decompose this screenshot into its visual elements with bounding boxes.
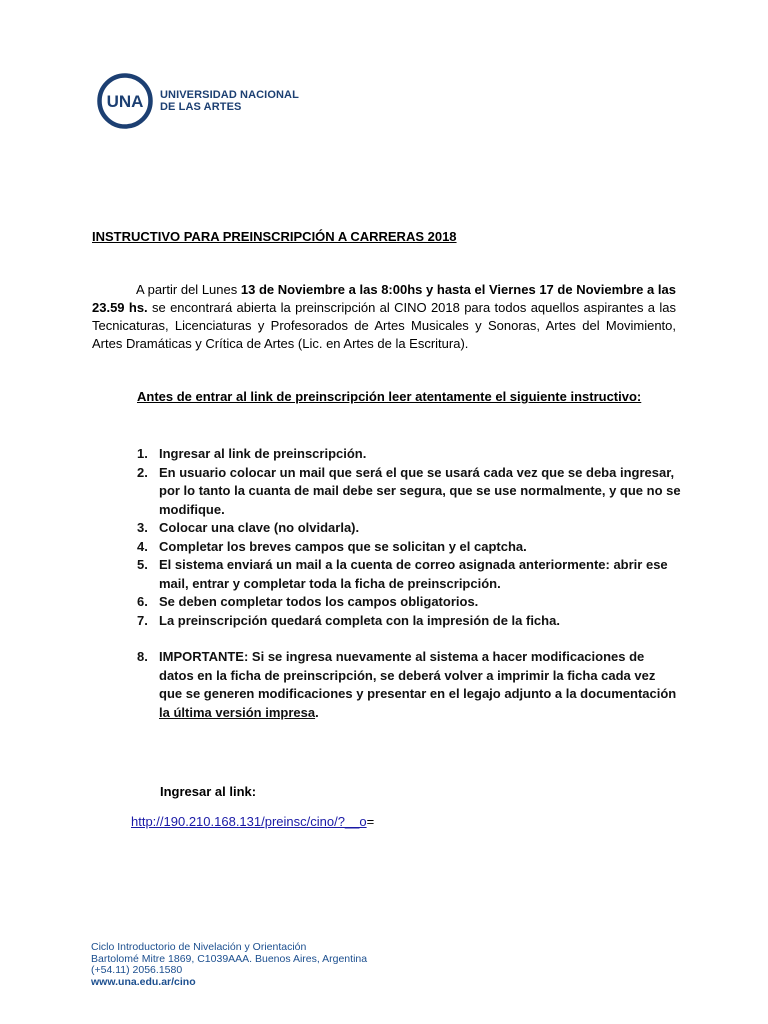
list-item [137,538,682,557]
important-end: . [315,704,319,720]
footer-line-1: Ciclo Introductorio de Nivelación y Orientación [91,941,307,953]
step-number: 7. [137,612,148,628]
link-row [131,814,374,829]
link-label: Ingresar al link: [160,784,257,799]
step-text: Colocar una clave (no olvidarla). [159,520,360,535]
intro-paragraph [92,281,676,353]
step-number: 4. [137,538,148,554]
step-text: En usuario colocar un mail que será el que se usará cada vez que se deba ingresar, por lo tanto la cuanta de mail debe ser segura, que se use normalmente, y que no se modifique. [159,464,681,517]
svg-text:UNA: UNA [106,92,144,111]
step-text: El sistema enviará un mail a la cuenta de correo asignada anteriormente: abrir ese mail, entrar y completar toda la ficha de preinscripción. [159,557,668,591]
step-number: 8. [137,649,148,664]
document-title: INSTRUCTIVO PARA PREINSCRIPCIÓN A CARRERAS 2018 [92,229,457,244]
preinscription-link[interactable]: http://190.210.168.131/preinsc/cino/?__o [131,814,367,829]
list-item [137,464,682,520]
list-item [137,648,682,722]
list-item [137,593,682,612]
step-text: Ingresar al link de preinscripción. [159,446,367,461]
important-text: Si se ingresa nuevamente al sistema a hacer modificaciones de datos en la ficha de preinscripción, se deberá volver a imprimir la ficha cada vez que se generen modificaciones y presentar en el legajo adjunto a la documentación [159,649,677,701]
step-number: 5. [137,557,148,572]
step-number: 6. [137,594,148,609]
intro-dates: 13 de Noviembre a las 8:00hs y hasta el Viernes 17 de Noviembre a las 23.59 hs. [92,282,676,315]
logo-line-2: DE LAS ARTES [160,101,242,113]
list-item [137,612,682,631]
instructions-list [137,445,682,722]
logo-line-1: UNIVERSIDAD NACIONAL [160,89,299,101]
footer-website: www.una.edu.ar/cino [91,975,196,988]
link-suffix: = [366,814,375,829]
instructions-heading: Antes de entrar al link de preinscripción leer atentamente el siguiente instructivo: [137,389,642,404]
list-item [137,519,682,538]
step-text: Completar los breves campos que se solicitan y el captcha. [159,538,527,554]
intro-text-2: se encontrará abierta la preinscripción al CINO 2018 para todos aquellos aspirantes a las Tecnicaturas, Licenciaturas y Profesorados de Artes Musicales y Sonoras, Artes del Movimiento, Artes Dramáticas y Crítica de Artes (Lic. en Artes de la Escritura). [92,300,676,351]
logo-wordmark [160,89,299,113]
step-text [159,648,682,722]
step-text: Se deben completar todos los campos obligatorios. [159,594,479,609]
footer [91,942,367,988]
latest-version-text: la última versión impresa [159,704,316,720]
list-item [137,556,682,593]
step-text: La preinscripción quedará completa con la impresión de la ficha. [159,612,560,628]
footer-line-3: (+54.11) 2056.1580 [91,964,183,977]
step-number: 1. [137,446,148,461]
una-logo-icon [96,72,154,130]
important-label: IMPORTANTE: [159,649,249,664]
una-logo [96,72,299,130]
list-item [137,445,682,464]
step-number: 2. [137,464,148,480]
intro-text-1: A partir del Lunes [136,282,241,297]
step-number: 3. [137,520,148,535]
footer-line-2: Bartolomé Mitre 1869, C1039AAA. Buenos Aires, Argentina [91,952,368,965]
